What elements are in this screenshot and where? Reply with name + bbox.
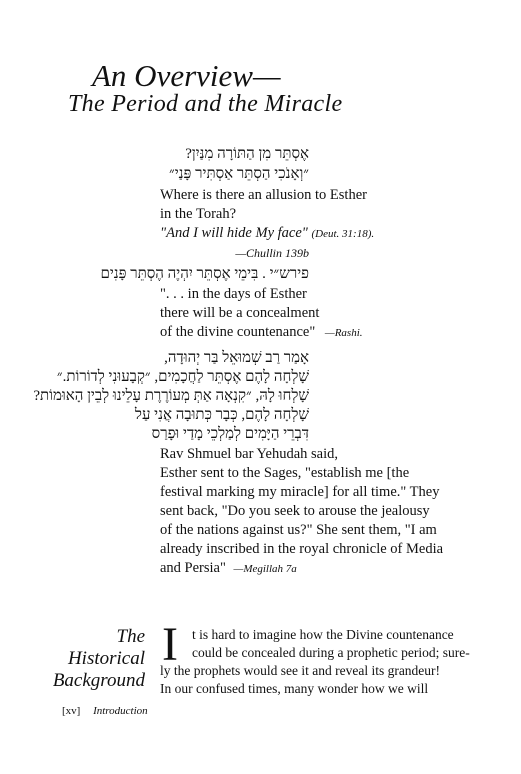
side-heading-line: Historical [67,648,145,669]
body-line: could be concealed during a prophetic period; sure- [192,645,470,660]
english-line: festival marking my miracle] for all time." They [160,484,440,500]
running-section: Introduction [93,705,148,717]
body-line: ly the prophets would see it and reveal its grandeur! [160,663,441,678]
english-line [160,560,297,577]
page-number: [xv] [62,705,81,717]
hebrew-line: פירש״י . בִּימֵי אֶסְתֵּר יִהְיֶה הֶסְתֵּר פָּנִים [100,266,309,282]
english-line: already inscribed in the royal chronicle of Media [160,541,444,557]
hebrew-line: ״וְאָנֹכִי הַסְתֵּר אַסְתִּיר פָּנַי״ [169,166,309,182]
english-text: of the divine countenance" [160,324,316,340]
english-line: Esther sent to the Sages, "establish me [the [160,465,410,481]
verse-quote: "And I will hide My face" [160,225,308,241]
english-line: Rav Shmuel bar Yehudah said, [160,446,339,462]
source-citation: —Rashi. [324,327,363,339]
hebrew-line: אֶסְתֵּר מִן הַתּוֹרָה מִנַּיִן? [185,146,309,162]
source-citation: —Megillah 7a [233,563,297,575]
english-line [160,324,363,341]
body-line: In our confused times, many wonder how we will [160,681,429,696]
english-text: and Persia" [160,560,226,576]
hebrew-line: אָמַר רַב שְׁמוּאֵל בַּר יְהוּדָה, [164,350,309,366]
english-line: ". . . in the days of Esther [160,286,307,302]
hebrew-line: דִּבְרֵי הַיָּמִים לְמַלְכֵי מָדַי וּפָרַס [151,426,309,442]
english-line: sent back, "Do you seek to arouse the jealousy [160,503,430,519]
hebrew-line: שָׁלְחוּ לָהּ, ״קִנְאָה אַתְּ מְעוֹרֶרֶת עָלֵינוּ לְבֵין הָאוּמוֹת? [33,388,309,404]
english-line: there will be a concealment [160,305,320,321]
verse-reference: (Deut. 31:18). [311,228,375,240]
drop-cap: I [162,618,178,671]
english-line [160,225,374,242]
page-footer [62,705,148,717]
side-heading-line: The [116,626,145,647]
hebrew-line: שָׁלְחָה לָהֶם אֶסְתֵּר לַחֲכָמִים, ״קְבָעוּנִי לְדוֹרוֹת.״ [56,369,309,385]
page-subtitle: The Period and the Miracle [68,91,343,117]
side-heading-line: Background [52,670,145,691]
english-line: in the Torah? [160,206,237,222]
source-citation: —Chullin 139b [235,246,309,260]
page-title: An Overview— [92,58,281,93]
english-line: Where is there an allusion to Esther [160,187,367,203]
body-line: t is hard to imagine how the Divine countenance [192,627,454,642]
english-line: of the nations against us?" She sent them, "I am [160,522,437,538]
hebrew-line: שָׁלְחָה לָהֶם, כְּבָר כְּתוּבָה אֲנִי עַל [134,407,309,423]
